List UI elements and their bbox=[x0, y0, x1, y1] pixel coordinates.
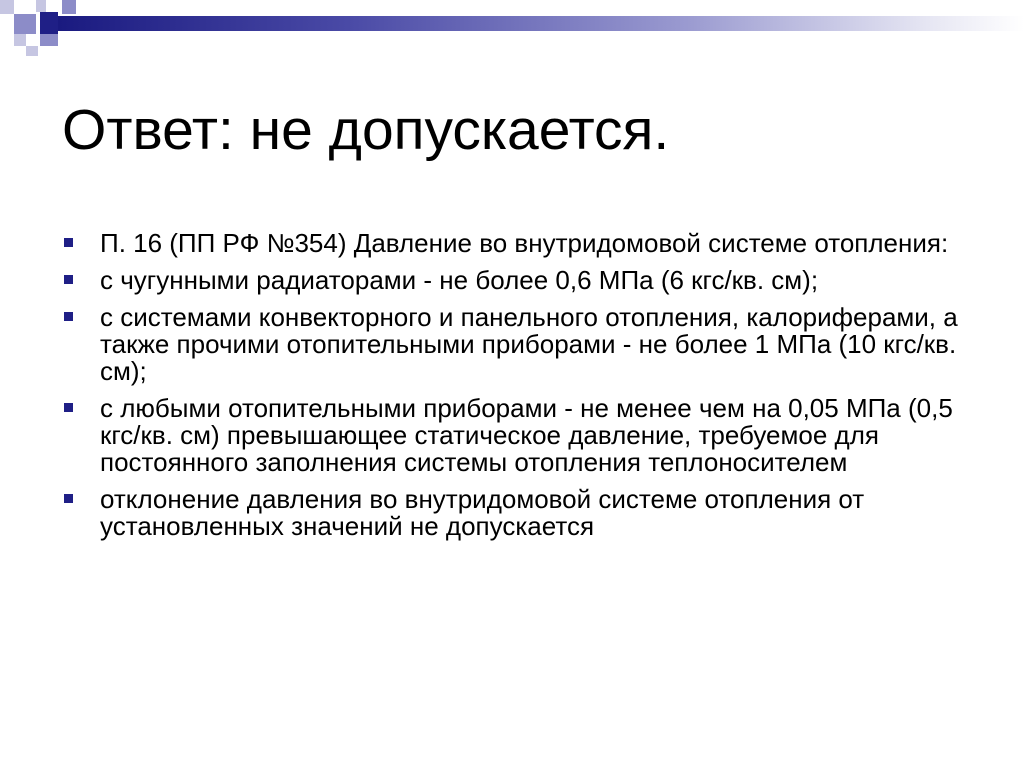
header-gradient-bar bbox=[58, 16, 1024, 31]
square-bullet-icon bbox=[64, 312, 73, 321]
list-item bbox=[60, 486, 960, 540]
square-bullet-icon bbox=[64, 494, 73, 503]
list-item-text: с системами конвекторного и панельного отопления, калориферами, а также прочими отопительными приборами - не более 1 МПа (10 кгс/кв. см); bbox=[100, 302, 958, 386]
square-bullet-icon bbox=[64, 238, 73, 247]
list-item bbox=[60, 230, 960, 257]
list-item-text: отклонение давления во внутридомовой системе отопления от установленных значений не допускается bbox=[100, 484, 865, 541]
square-bullet-icon bbox=[64, 403, 73, 412]
list-item-text: П. 16 (ПП РФ №354) Давление во внутридомовой системе отопления: bbox=[100, 228, 949, 258]
list-item bbox=[60, 395, 960, 476]
slide-title: Ответ: не допускается. bbox=[62, 98, 670, 162]
square-bullet-icon bbox=[64, 275, 73, 284]
list-item-text: с чугунными радиаторами - не более 0,6 МПа (6 кгс/кв. см); bbox=[100, 265, 819, 295]
bullet-list bbox=[60, 230, 960, 550]
list-item bbox=[60, 267, 960, 294]
list-item bbox=[60, 304, 960, 385]
list-item-text: с любыми отопительными приборами - не менее чем на 0,05 МПа (0,5 кгс/кв. см) превышающее статическое давление, требуемое для постоянного заполнения системы отопления теплоносителем bbox=[100, 393, 953, 477]
